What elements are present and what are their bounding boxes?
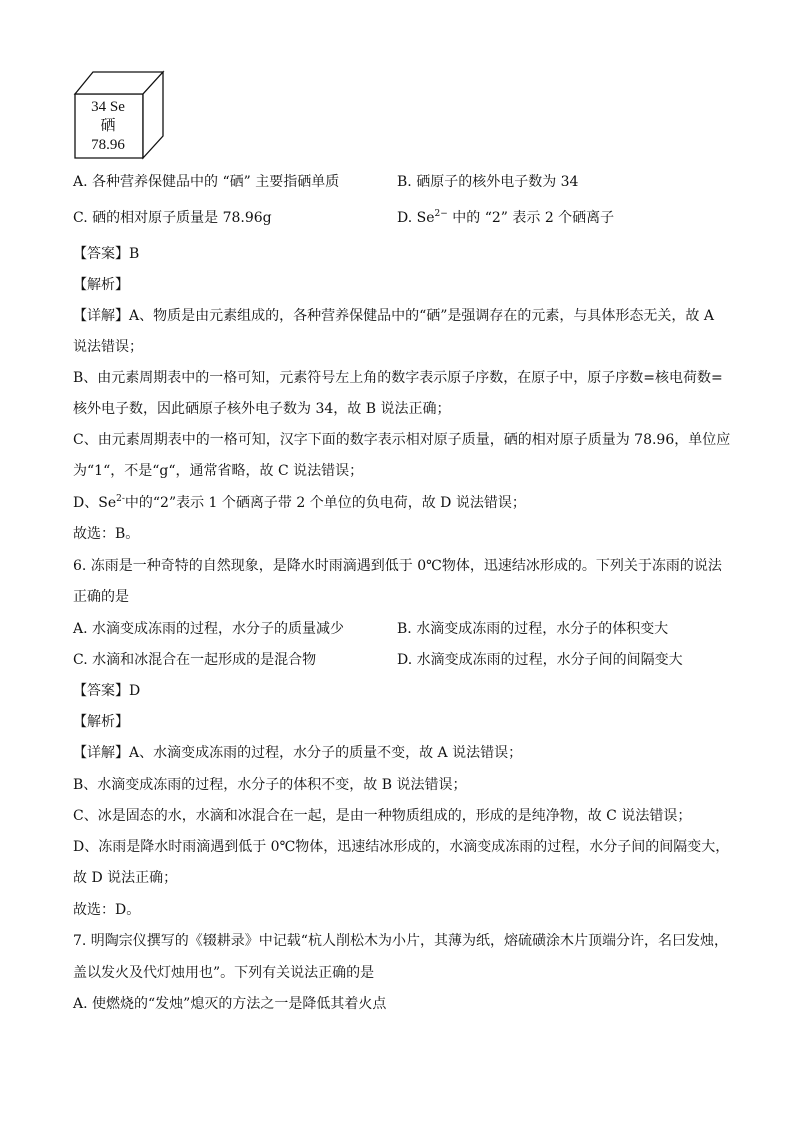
- q6-option-a: A. 水滴变成冻雨的过程，水分子的质量减少: [73, 621, 345, 637]
- q6-conclusion: 故选：D。: [73, 902, 141, 918]
- q5-option-c: C. 硒的相对原子质量是 78.96g: [73, 210, 272, 226]
- element-name: 硒: [100, 118, 116, 134]
- q5-detail-line: B、由元素周期表中的一格可知，元素符号左上角的数字表示原子序数，在原子中，原子序数=核电荷数=: [73, 370, 723, 386]
- q7-option-a: A. 使燃烧的“发烛”熄灭的方法之一是降低其着火点: [73, 996, 387, 1012]
- element-number-symbol: 34 Se: [91, 99, 125, 115]
- q6-option-c: C. 水滴和冰混合在一起形成的是混合物: [73, 652, 317, 668]
- q5-answer: 【答案】B: [73, 246, 140, 262]
- q6-option-d: D. 水滴变成冻雨的过程，水分子间的间隔变大: [397, 652, 683, 668]
- q6-detail-line: C、冰是固态的水，水滴和冰混合在一起，是由一种物质组成的，形成的是纯净物，故 C 说法错误；: [73, 808, 692, 824]
- q5-detail-line: C、由元素周期表中的一格可知，汉字下面的数字表示相对原子质量，硒的相对原子质量为 78.96，单位应: [73, 432, 731, 448]
- q7-stem: 盖以发火及代灯烛用也”。下列有关说法正确的是: [73, 965, 375, 981]
- q6-detail-line: 故 D 说法正确；: [73, 870, 178, 886]
- q5-detail-line: D、$Se^{2-}$中的“2”表示 1 个硒离子带 2 个单位的负电荷，故 D 说法错误；: [73, 494, 526, 511]
- q6-option-b: B. 水滴变成冻雨的过程，水分子的体积变大: [397, 621, 669, 637]
- q5-analysis-heading: 【解析】: [73, 277, 129, 293]
- q6-stem: 正确的是: [73, 589, 129, 605]
- q5-option-b: B. 硒原子的核外电子数为 34: [397, 174, 579, 190]
- element-mass: 78.96: [91, 137, 125, 153]
- q5-detail-line: 【详解】A、物质是由元素组成的，各种营养保健品中的“硒”是强调存在的元素，与具体形态无关，故 A: [73, 308, 714, 324]
- q5-detail-line: 核外电子数，因此硒原子核外电子数为 34，故 B 说法正确；: [73, 401, 451, 417]
- q6-stem: 6. 冻雨是一种奇特的自然现象，是降水时雨滴遇到低于 0℃物体，迅速结冰形成的。下列关于冻雨的说法: [73, 558, 722, 574]
- q6-detail-line: 【详解】A、水滴变成冻雨的过程，水分子的质量不变，故 A 说法错误；: [73, 745, 523, 761]
- q6-analysis-heading: 【解析】: [73, 714, 129, 730]
- q6-answer: 【答案】D: [73, 683, 141, 699]
- q5-conclusion: 故选：B。: [73, 526, 140, 542]
- q5-detail-line: 说法错误；: [73, 339, 143, 355]
- q6-detail-line: B、水滴变成冻雨的过程，水分子的体积不变，故 B 说法错误；: [73, 777, 467, 793]
- q5-option-d: D. $Se^{2-}$ 中的 “2” 表示 2 个硒离子: [397, 209, 615, 226]
- q5-detail-line: 为“1“，不是“g“，通常省略，故 C 说法错误；: [73, 463, 364, 479]
- q5-option-a: A. 各种营养保健品中的 “硒” 主要指硒单质: [73, 174, 340, 190]
- q7-stem: 7. 明陶宗仪撰写的《辍耕录》中记载“杭人削松木为小片，其薄为纸，熔硫磺涂木片顶端分许，名曰发烛，: [73, 933, 728, 949]
- q6-detail-line: D、冻雨是降水时雨滴遇到低于 0℃物体，迅速结冰形成的，水滴变成冻雨的过程，水分子间的间隔变大，: [73, 839, 730, 855]
